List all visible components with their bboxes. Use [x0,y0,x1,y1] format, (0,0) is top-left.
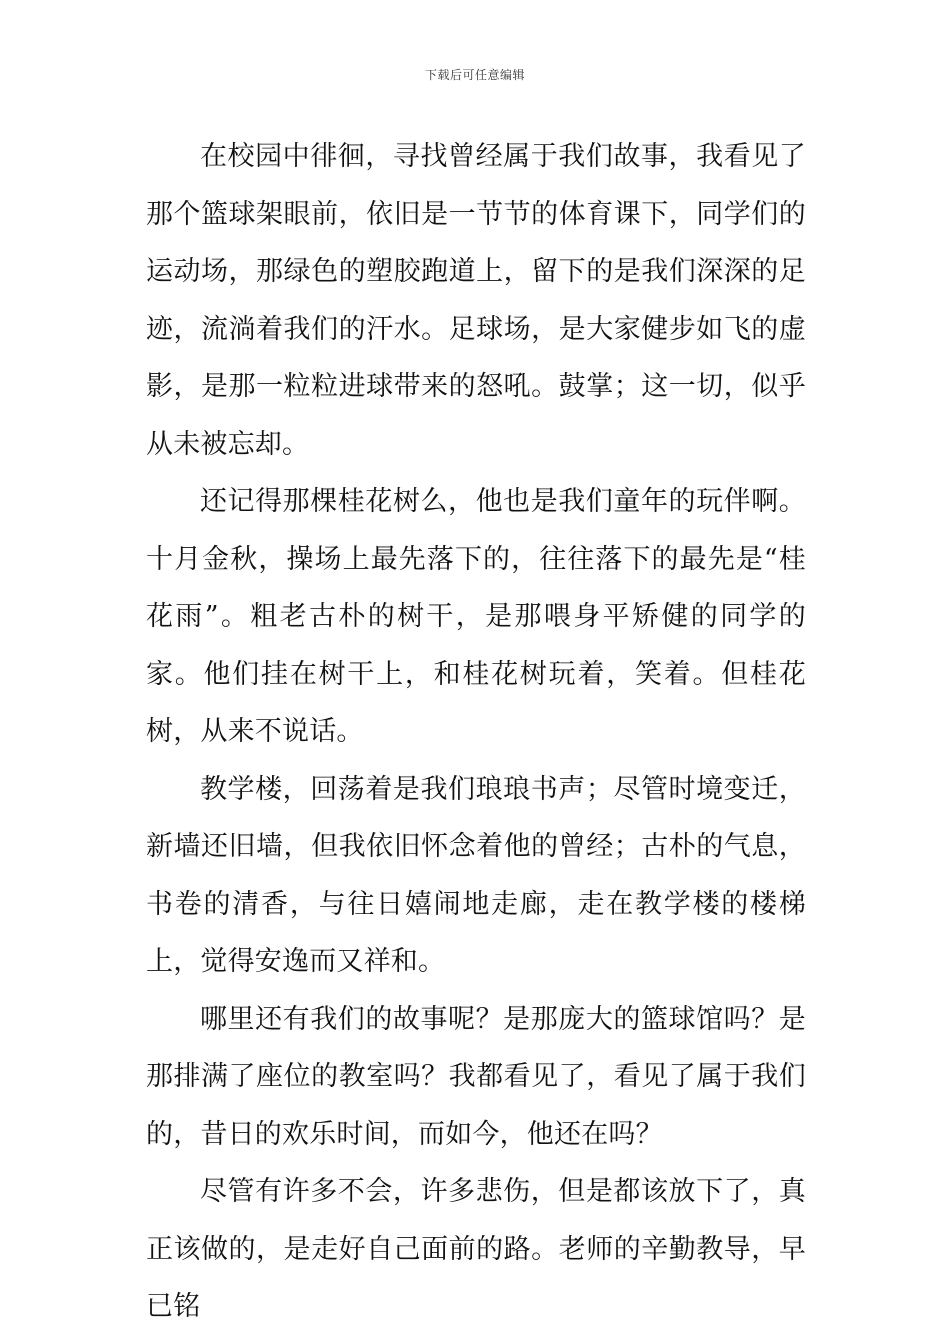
document-body [146,128,806,1336]
paragraph-2: 还记得那棵桂花树么，他也是我们童年的玩伴啊。十月金秋，操场上最先落下的，往往落下的最先是“桂花雨”。粗老古朴的树干，是那喂身平矫健的同学的家。他们挂在树干上，和桂花树玩着，笑着。但桂花树，从来不说话。 [146,486,806,747]
paragraph-5: 尽管有许多不会，许多悲伤，但是都该放下了，真正该做的，是走好自己面前的路。老师的辛勤教导，早已铭 [146,1176,806,1322]
paragraph-4: 哪里还有我们的故事呢？是那庞大的篮球馆吗？是那排满了座位的教室吗？我都看见了，看见了属于我们的，昔日的欢乐时间，而如今，他还在吗？ [146,1003,806,1150]
header-note: 下载后可任意编辑 [424,68,525,82]
paragraph-3: 教学楼，回荡着是我们琅琅书声；尽管时境变迁，新墙还旧墙，但我依旧怀念着他的曾经；古朴的气息，书卷的清香，与往日嬉闹地走廊，走在教学楼的楼梯上，觉得安逸而又祥和。 [146,773,806,977]
paragraph-1: 在校园中徘徊，寻找曾经属于我们故事，我看见了那个篮球架眼前，依旧是一节节的体育课下，同学们的运动场，那绿色的塑胶跑道上，留下的是我们深深的足迹，流淌着我们的汗水。足球场，是大家健步如飞的虚影，是那一粒粒进球带来的怒吼。鼓掌；这一切，似乎从未被忘却。 [146,141,806,460]
